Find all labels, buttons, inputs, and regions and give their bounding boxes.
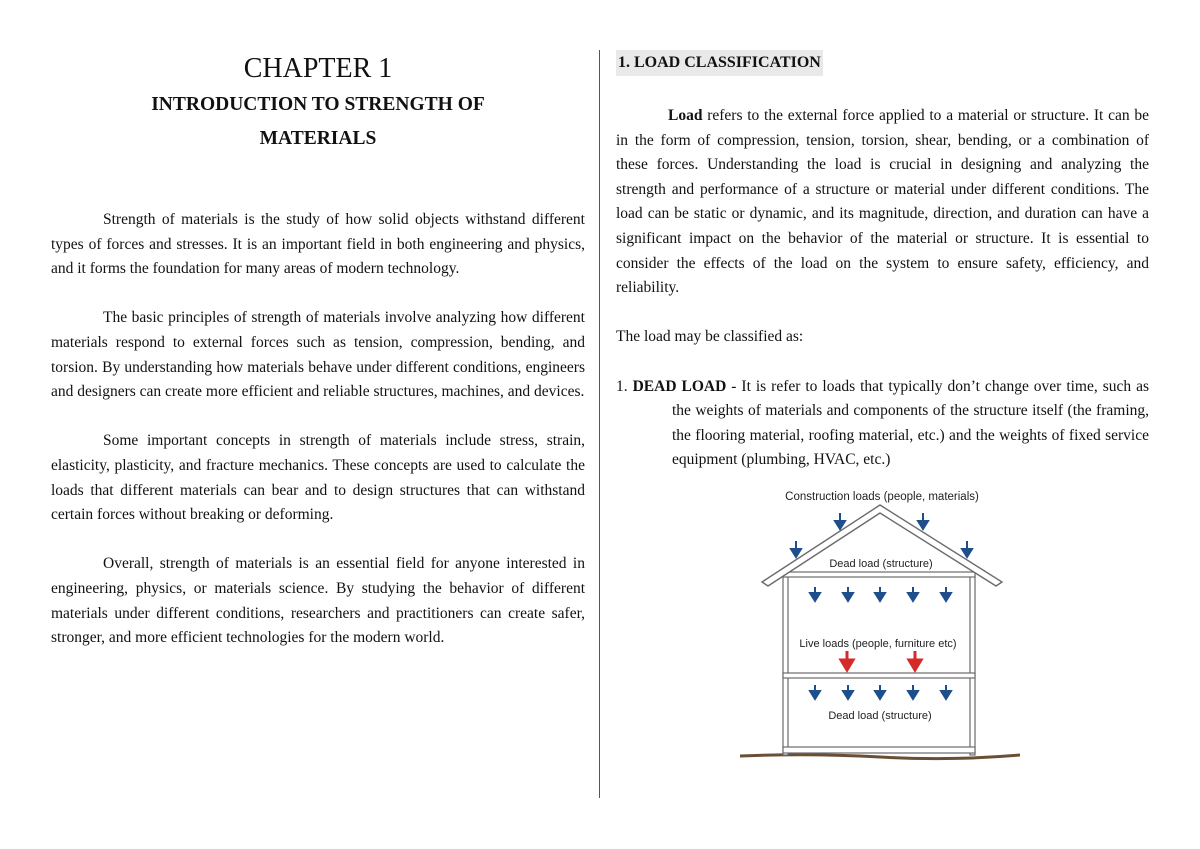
load-term: Load xyxy=(668,107,703,124)
label-live-loads: Live loads (people, furniture etc) xyxy=(799,638,957,650)
left-column xyxy=(51,52,585,651)
label-dead-load-roof: Dead load (structure) xyxy=(829,558,933,570)
ground-line xyxy=(740,755,1020,759)
list-item-number: 1. xyxy=(616,377,633,395)
intro-paragraph-1: Strength of materials is the study of how solid objects withstand different types of forces and stresses. It is an important field in both engineering and physics, and it forms the foundation for many areas of modern technology. xyxy=(51,211,585,278)
middle-floor-slab xyxy=(783,673,975,678)
column-divider xyxy=(599,50,600,798)
wall-right xyxy=(970,575,975,755)
ground-floor-slab xyxy=(783,747,975,753)
right-column xyxy=(616,50,1149,473)
lower-floor-dead-load-arrows xyxy=(810,685,951,699)
live-load-arrows xyxy=(841,651,921,670)
wall-left xyxy=(783,575,788,755)
section-heading: 1. LOAD CLASSIFICATION xyxy=(616,50,823,76)
load-definition-text: refers to the external force applied to a material or structure. It can be in the form of compression, tension, torsion, shear, bending, or a combination of these forces. Understanding the load is crucial in designing and analyzing the strength and performance of a structure or material under different conditions. The load can be static or dynamic, and its magnitude, direction, and duration can have a significant impact on the behavior of the material or structure. It is essential to consider the effects of the load on the system to ensure safety, efficiency, and reliability. xyxy=(616,107,1149,297)
load-definition-paragraph xyxy=(616,104,1149,301)
label-construction-loads: Construction loads (people, materials) xyxy=(785,491,979,503)
chapter-title-line-1: INTRODUCTION TO STRENGTH OF xyxy=(151,94,485,115)
intro-paragraph-4: Overall, strength of materials is an essential field for anyone interested in engineering, physics, or materials science. By studying the behavior of different materials under different conditions, researchers and practitioners can create safer, stronger, and more efficient technologies for the modern world. xyxy=(51,555,585,647)
intro-paragraph-2: The basic principles of strength of materials involve analyzing how different materials respond to external forces such as tension, compression, bending, and torsion. By understanding how materials behave under different conditions, engineers and designers can create more efficient and reliable structures, machines, and devices. xyxy=(51,309,585,401)
chapter-title-line-2: MATERIALS xyxy=(259,128,377,149)
house-load-diagram xyxy=(740,485,1030,765)
list-item-term: DEAD LOAD xyxy=(632,377,727,395)
list-item-text: - It is refer to loads that typically don’t change over time, such as the weights of materials and components of the structure itself (the framing, the flooring material, roofing material, etc.) and the weights of fixed service equipment (plumbing, HVAC, etc.) xyxy=(672,377,1150,469)
chapter-title xyxy=(51,88,585,156)
list-item-dead-load xyxy=(616,375,1149,473)
load-diagram-figure xyxy=(740,485,1030,765)
chapter-number: CHAPTER 1 xyxy=(243,53,393,84)
upper-floor-dead-load-arrows xyxy=(810,587,951,601)
classified-as-text: The load may be classified as: xyxy=(616,328,804,346)
ceiling-slab xyxy=(783,572,975,577)
intro-paragraph-3: Some important concepts in strength of materials include stress, strain, elasticity, plasticity, and fracture mechanics. These concepts are used to calculate the loads that different materials can bear and to design structures that can withstand certain forces without breaking or deforming. xyxy=(51,432,585,524)
label-dead-load-floor: Dead load (structure) xyxy=(828,710,932,722)
